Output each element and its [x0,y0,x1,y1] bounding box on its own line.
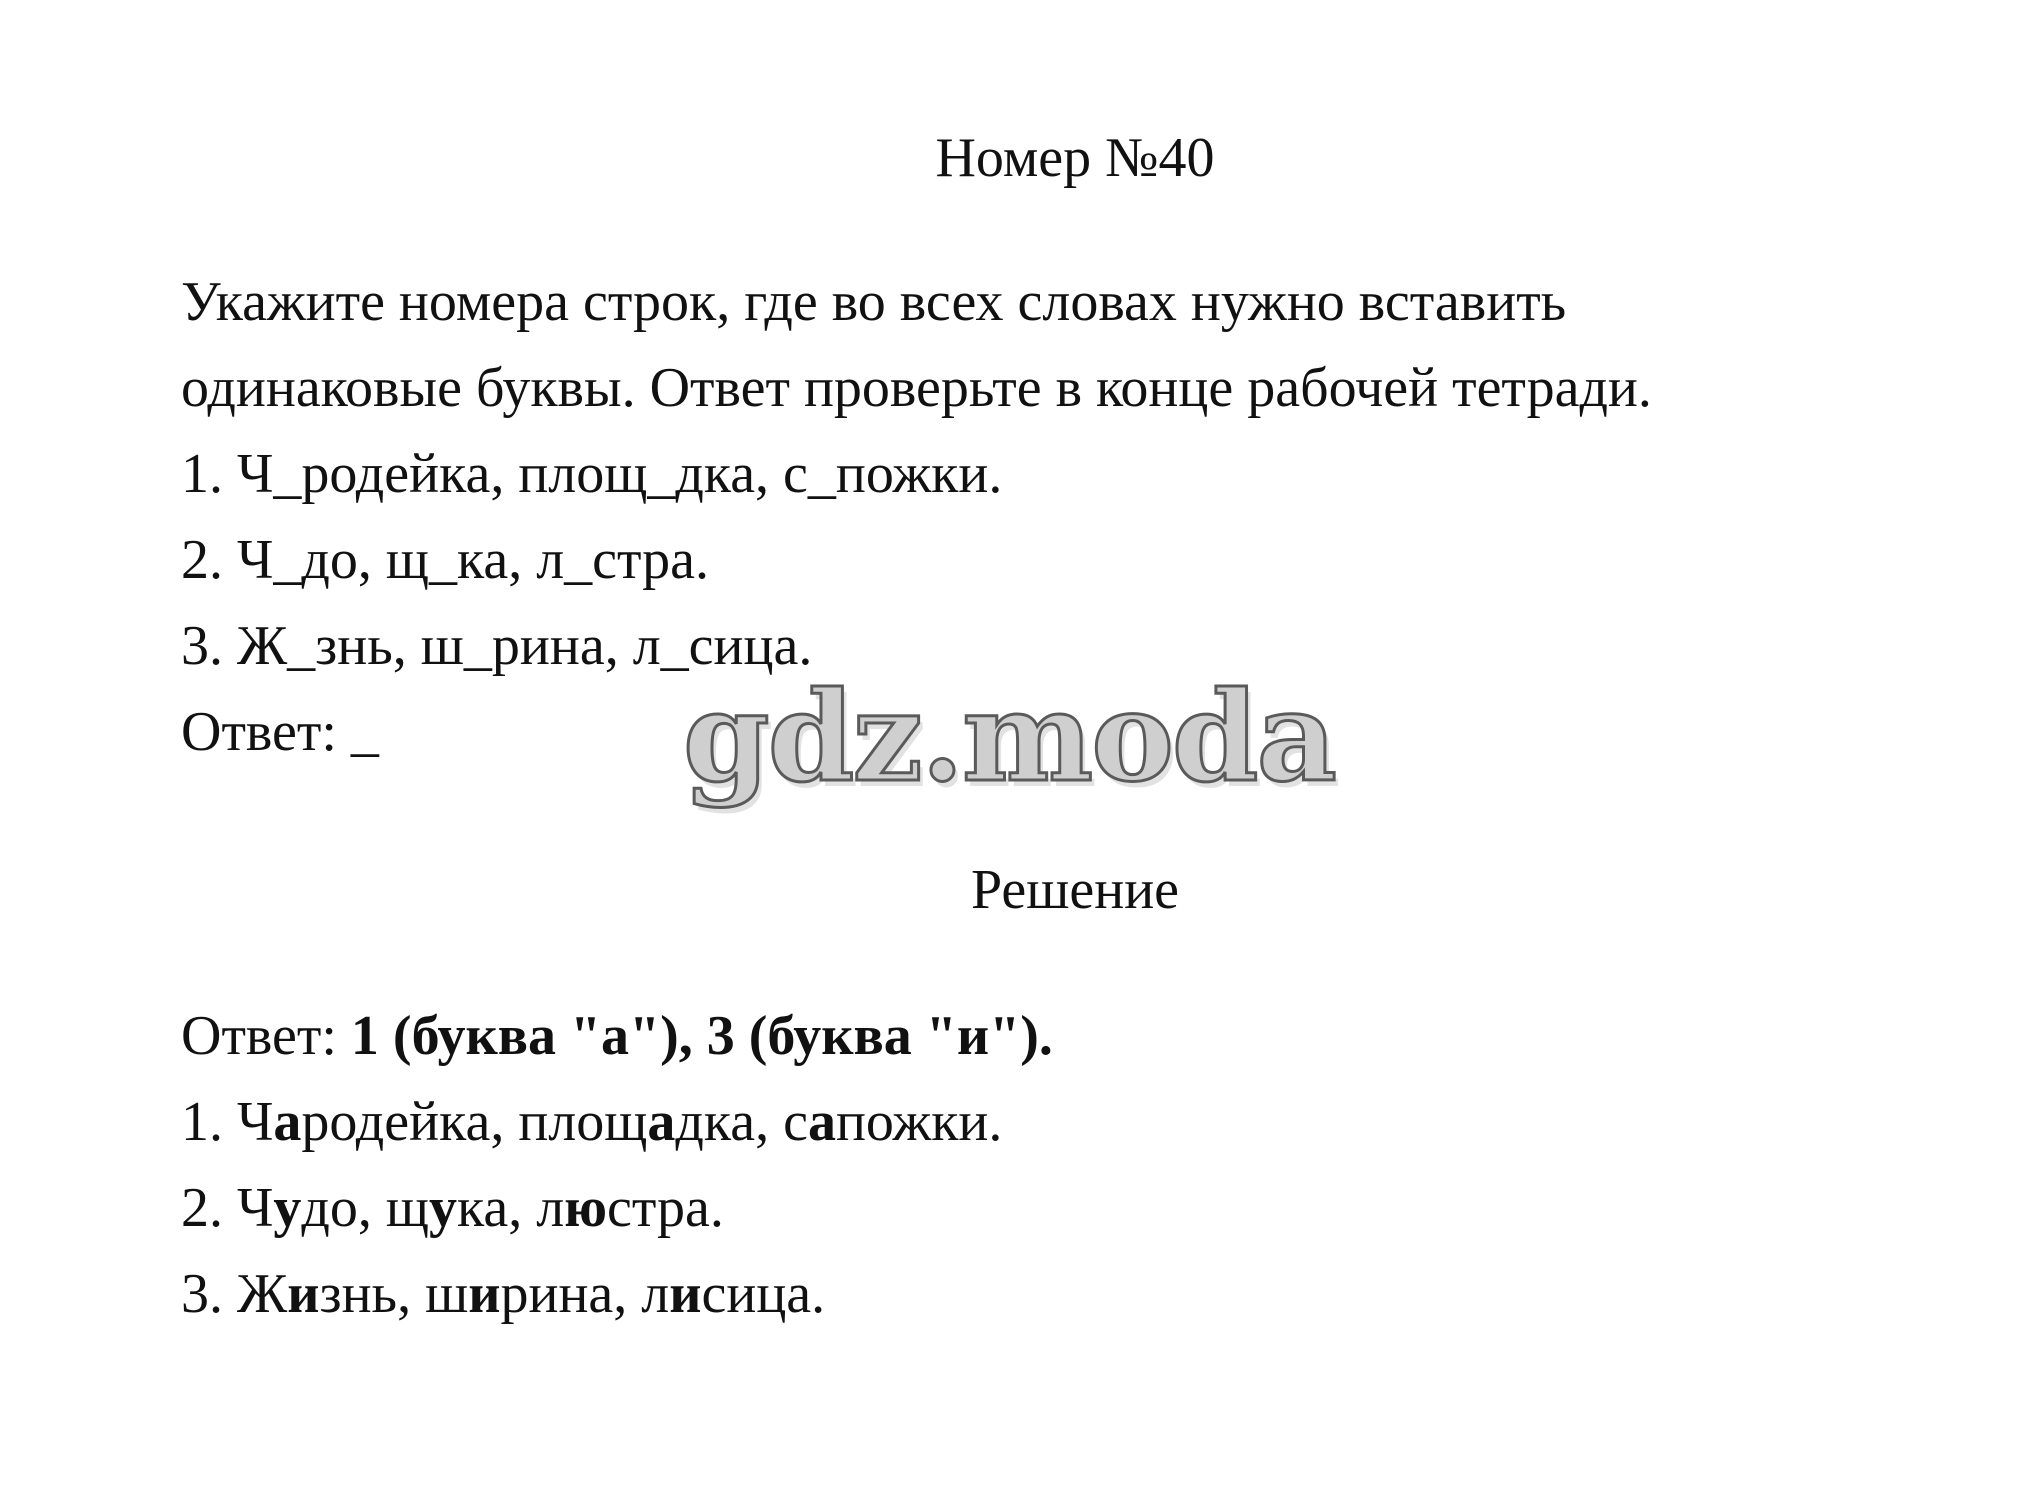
word-part: родейка, [301,1091,519,1153]
solution-row-3 [181,1262,825,1326]
inserted-letter: у [273,1177,302,1239]
word-part: ка, [457,1177,537,1239]
word-part: Ж [237,1263,288,1325]
solution-answer-value: 1 (буква "а"), 3 (буква "и"). [350,1005,1053,1067]
solution-answer-prefix: Ответ: [181,1005,351,1067]
page-title: Номер №40 [935,127,1215,189]
word-part: пожки. [835,1091,1003,1153]
solution-row-number: 2. [181,1177,237,1239]
inserted-letter: а [273,1091,302,1153]
word-part: рина, [500,1263,642,1325]
task-item-2: 2. Ч_до, щ_ка, л_стра. [181,529,710,591]
solution-answer [181,1004,1053,1068]
word-part: щ [385,1177,430,1239]
solution-row-2 [181,1176,724,1240]
watermark-logo: gdz.moda [683,665,1335,810]
task-item-1: 1. Ч_родейка, площ_дка, с_пожки. [181,443,1003,505]
word-part: сица. [701,1263,826,1325]
inserted-letter: ю [564,1177,607,1239]
word-part: с [783,1091,808,1153]
solution-row-number: 1. [181,1091,237,1153]
task-text-line-1: Укажите номера строк, где во всех словах нужно вставить [181,271,1567,333]
inserted-letter: а [647,1091,676,1153]
inserted-letter: а [807,1091,836,1153]
task-item-3: 3. Ж_знь, ш_рина, л_сица. [181,615,813,677]
inserted-letter: и [287,1263,320,1325]
word-part: Ч [237,1091,274,1153]
answer-blank: Ответ: _ [181,701,379,763]
word-part: Ч [237,1177,274,1239]
inserted-letter: и [669,1263,702,1325]
inserted-letter: у [429,1177,458,1239]
solution-heading: Решение [970,859,1180,921]
word-part: площ [518,1091,648,1153]
word-part: до, [301,1177,386,1239]
word-part: стра. [607,1177,724,1239]
word-part: л [641,1263,670,1325]
word-part: знь, [319,1263,426,1325]
solution-row-1 [181,1090,1002,1154]
word-part: ш [425,1263,469,1325]
word-part: дка, [675,1091,784,1153]
task-text-line-2: одинаковые буквы. Ответ проверьте в конце рабочей тетради. [181,357,1652,419]
solution-row-number: 3. [181,1263,237,1325]
word-part: л [536,1177,565,1239]
inserted-letter: и [468,1263,501,1325]
